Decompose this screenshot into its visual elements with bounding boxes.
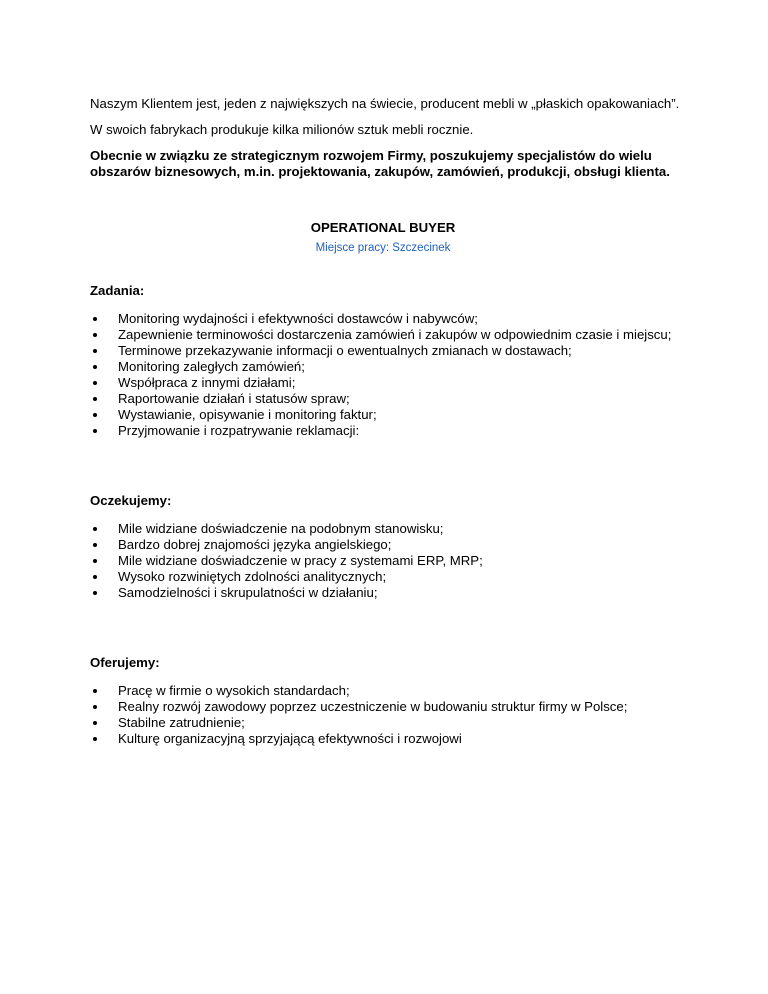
list-item-text: Monitoring wydajności i efektywności dostawców i nabywców; (118, 311, 478, 326)
bullet-icon (93, 317, 97, 321)
section-heading-oferujemy: Oferujemy: (90, 655, 160, 670)
section-heading-zadania: Zadania: (90, 283, 145, 298)
list-item-text: Bardzo dobrej znajomości języka angielskiego; (118, 537, 392, 552)
list-item (90, 569, 690, 585)
list-item (90, 699, 690, 715)
bullet-icon (93, 721, 97, 725)
bullet-icon (93, 333, 97, 337)
section-oferujemy (90, 655, 690, 747)
list-item (90, 537, 690, 553)
list-item (90, 311, 690, 327)
bullet-icon (93, 413, 97, 417)
list-item (90, 359, 690, 375)
list-item (90, 423, 690, 439)
bullet-icon (93, 349, 97, 353)
list-item-text: Raportowanie działań i statusów spraw; (118, 391, 350, 406)
bullet-icon (93, 429, 97, 433)
list-oczekujemy (90, 521, 690, 601)
bullet-icon (93, 381, 97, 385)
list-item-text: Kulturę organizacyjną sprzyjającą efektywności i rozwojowi (118, 731, 462, 746)
list-item (90, 327, 690, 343)
job-location: Miejsce pracy: Szczecinek (315, 242, 451, 254)
list-zadania (90, 311, 690, 439)
list-item (90, 375, 690, 391)
bullet-icon (93, 689, 97, 693)
bullet-icon (93, 543, 97, 547)
list-item-text: Wystawianie, opisywanie i monitoring faktur; (118, 407, 377, 422)
list-item-text: Terminowe przekazywanie informacji o ewentualnych zmianach w dostawach; (118, 343, 572, 358)
list-item (90, 683, 690, 699)
list-oferujemy (90, 683, 690, 747)
intro-paragraph-3: Obecnie w związku ze strategicznym rozwojem Firmy, poszukujemy specjalistów do wielu obszarów biznesowych, m.in. projektowania, zakupów, zamówień, produkcji, obsługi klienta. (90, 148, 670, 179)
bullet-icon (93, 397, 97, 401)
list-item (90, 391, 690, 407)
section-oczekujemy (90, 493, 690, 601)
list-item (90, 715, 690, 731)
list-item (90, 585, 690, 601)
list-item (90, 407, 690, 423)
section-zadania (90, 283, 690, 439)
list-item-text: Mile widziane doświadczenie na podobnym stanowisku; (118, 521, 444, 536)
list-item (90, 553, 690, 569)
bullet-icon (93, 737, 97, 741)
list-item (90, 521, 690, 537)
list-item-text: Samodzielności i skrupulatności w działaniu; (118, 585, 378, 600)
list-item-text: Zapewnienie terminowości dostarczenia zamówień i zakupów w odpowiednim czasie i miejscu; (118, 327, 672, 342)
intro-paragraph-2: W swoich fabrykach produkuje kilka milionów sztuk mebli rocznie. (90, 122, 474, 137)
bullet-icon (93, 559, 97, 563)
list-item (90, 343, 690, 359)
list-item (90, 731, 690, 747)
list-item-text: Pracę w firmie o wysokich standardach; (118, 683, 350, 698)
list-item-text: Stabilne zatrudnienie; (118, 715, 245, 730)
bullet-icon (93, 527, 97, 531)
list-item-text: Mile widziane doświadczenie w pracy z systemami ERP, MRP; (118, 553, 483, 568)
document-page (90, 96, 690, 747)
bullet-icon (93, 575, 97, 579)
list-item-text: Monitoring zaległych zamówień; (118, 359, 305, 374)
intro-paragraph-1: Naszym Klientem jest, jeden z największych na świecie, producent mebli w „płaskich opakowaniach”. (90, 96, 680, 111)
section-heading-oczekujemy: Oczekujemy: (90, 493, 172, 508)
list-item-text: Przyjmowanie i rozpatrywanie reklamacji: (118, 423, 360, 438)
bullet-icon (93, 705, 97, 709)
list-item-text: Realny rozwój zawodowy poprzez uczestniczenie w budowaniu struktur firmy w Polsce; (118, 699, 628, 714)
bullet-icon (93, 591, 97, 595)
spacer (90, 439, 690, 493)
job-title: OPERATIONAL BUYER (310, 220, 456, 235)
list-item-text: Wysoko rozwiniętych zdolności analitycznych; (118, 569, 387, 584)
list-item-text: Współpraca z innymi działami; (118, 375, 296, 390)
spacer (90, 601, 690, 655)
bullet-icon (93, 365, 97, 369)
